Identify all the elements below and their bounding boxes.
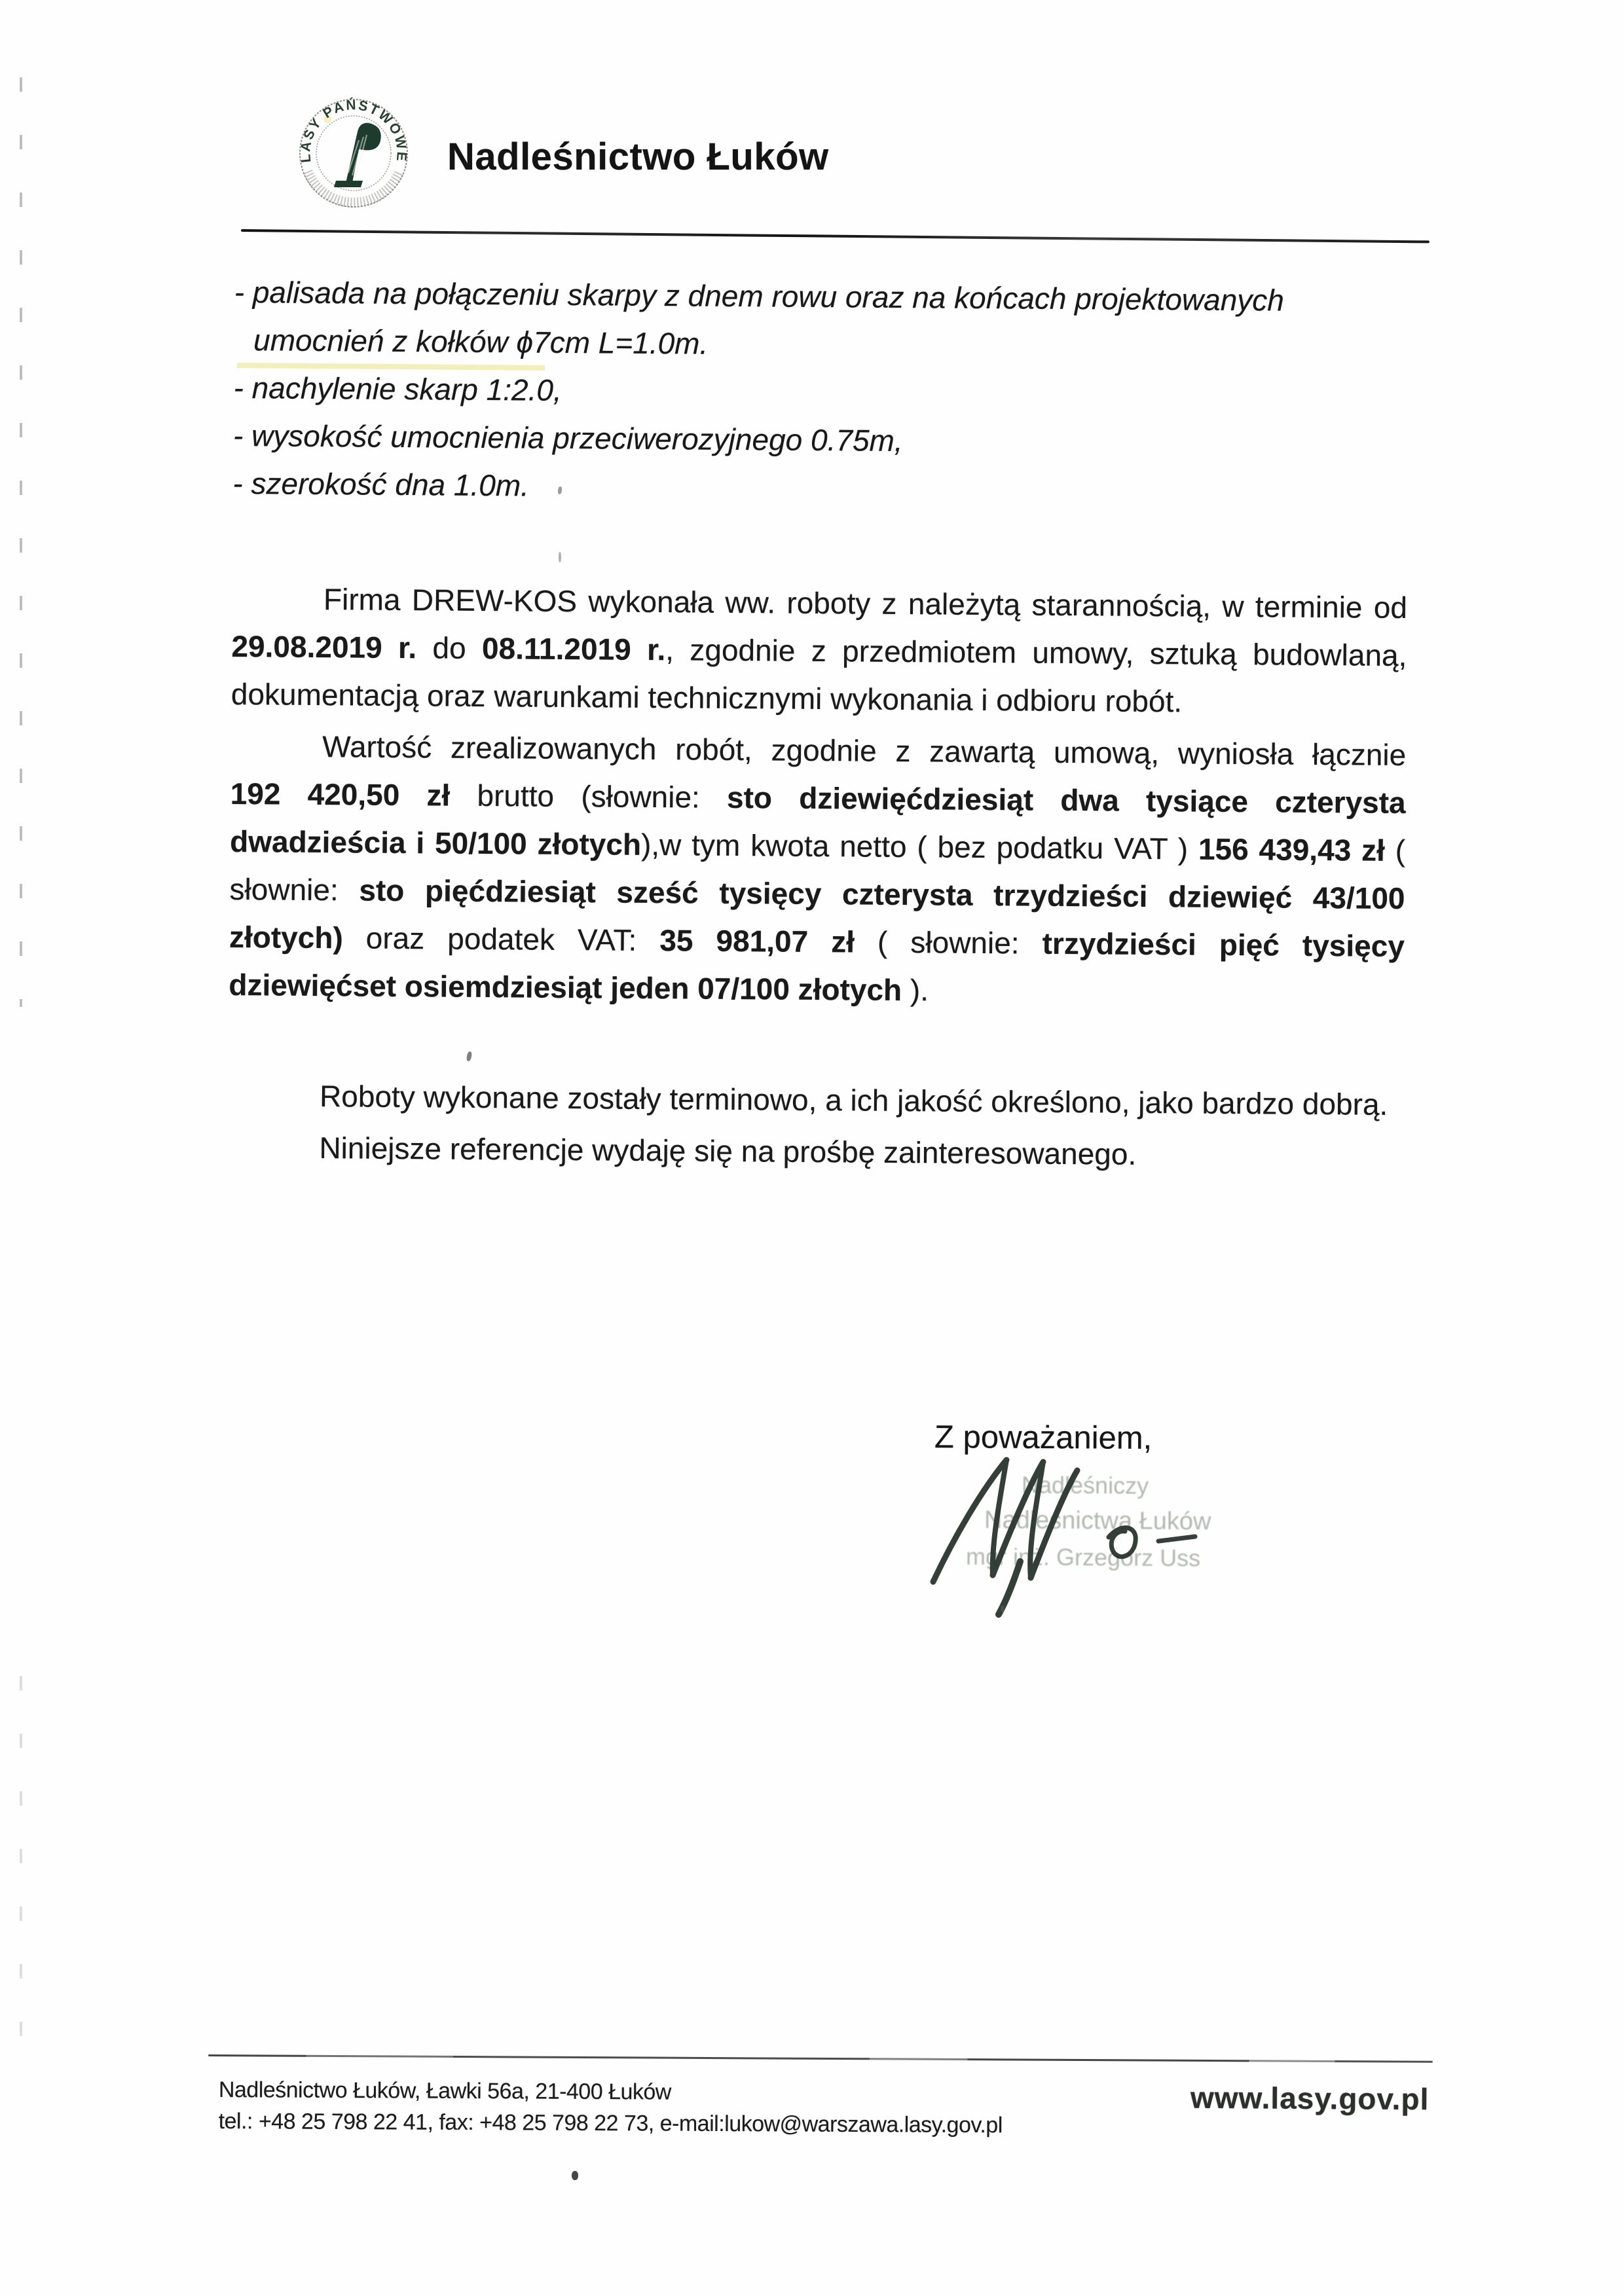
logo-stamp-icon [296,96,411,211]
paragraph-bold-segment: sto pięćdziesiąt sześć tysięcy czterysta trzydzieści dziewięć 43/100 złotych) [229,873,1405,955]
paragraph-bold-segment: 35 981,07 zł [659,923,855,959]
paragraph-segment: ),w tym kwota netto ( bez podatku VAT ) [640,827,1199,866]
paragraphs [227,575,1407,1180]
paragraph-segment: brutto (słownie: [450,778,728,814]
spec-list-item: - nachylenie skarp 1:2.0, [233,370,562,407]
paragraph-bold-segment: trzydzieści pięć tysięcy dziewięćset osiemdziesiąt jeden 07/100 złotych [229,926,1405,1008]
spec-list-item: - wysokość umocnienia przeciwerozyjnego 0.75m, [232,418,903,458]
stamp-line-org: Nadleśnictwa Łuków [984,1506,1211,1536]
header-divider [241,229,1430,243]
paragraph [231,575,1408,727]
letter-body [227,268,1410,1180]
scan-edge-artifacts [20,77,22,1007]
paragraph [227,1123,1403,1180]
paragraph [229,722,1406,1018]
spec-list-item: - szerokość dna 1.0m. [232,465,530,503]
logo-ring-text: LASY PAŃSTWOWE [298,98,409,164]
stamp-line-title: Nadleśniczy [1021,1471,1149,1499]
paragraph-segment: ( słownie: [854,924,1043,960]
lasy-panstwowe-logo [296,96,411,211]
paragraph-bold-segment: 156 439,43 zł [1198,831,1386,867]
spec-list-item: - palisada na połączeniu skarpy z dnem rowu oraz na końcach projektowanych umocnień z kołków ϕ7cm L=1.0m. [234,274,1285,361]
paragraph-segment: , zgodnie z przedmiotem umowy, sztuką budowlaną, dokumentacją oraz warunkami technicznymi wykonania i odbioru robót. [231,632,1407,719]
paragraph-bold-segment: 29.08.2019 r. [231,629,417,665]
signature-block [913,1440,1280,1637]
stamp-line-name: mgr inż. Grzegorz Uss [965,1542,1201,1572]
footer-divider [208,2054,1433,2063]
scan-speck [1001,1605,1005,1613]
paragraph-segment: Wartość zrealizowanych robót, zgodnie z zawartą umową, wyniosła łącznie [322,729,1407,773]
footer-address: Nadleśnictwo Łuków, Ławki 56a, 21-400 Łuków [218,2077,672,2105]
footer-contact-block [218,2074,1003,2141]
paragraph-segment: Roboty wykonane zostały terminowo, a ich jakość określono, jako bardzo dobrą. [319,1079,1388,1121]
scan-speck [572,2171,578,2180]
paragraph-bold-segment: 08.11.2019 r. [481,630,666,667]
scan-speck [559,552,561,562]
org-title: Nadleśnictwo Łuków [447,136,829,178]
paragraph-segment: ( słownie: [229,833,1406,907]
spec-list [232,268,1410,517]
footer-contact: tel.: +48 25 798 22 41, fax: +48 25 798 22 73, e-mail:lukow@warszawa.lasy.gov.pl [218,2108,1003,2138]
paragraph-segment: do [416,630,483,665]
paragraph-segment: Niniejsze referencje wydaję się na prośbę zainteresowanego. [319,1131,1137,1171]
paragraph-bold-segment: 192 420,50 zł [230,776,451,812]
signature-scribble [913,1440,1267,1637]
paragraph [228,1072,1404,1129]
paragraph-segment: Firma DREW-KOS wykonała ww. roboty z należytą starannością, w terminie od [323,582,1408,625]
paragraph-segment: oraz podatek VAT: [342,920,660,958]
footer-website: www.lasy.gov.pl [1190,2080,1430,2117]
closing-salutation: Z poważaniem, [934,1419,1153,1456]
paragraph-segment: ). [901,973,929,1008]
scan-edge-artifacts-lower [20,1676,22,2043]
paragraph-bold-segment: sto dziewięćdziesiąt dwa tysiące czterysta dwadzieścia i 50/100 złotych [229,780,1406,862]
